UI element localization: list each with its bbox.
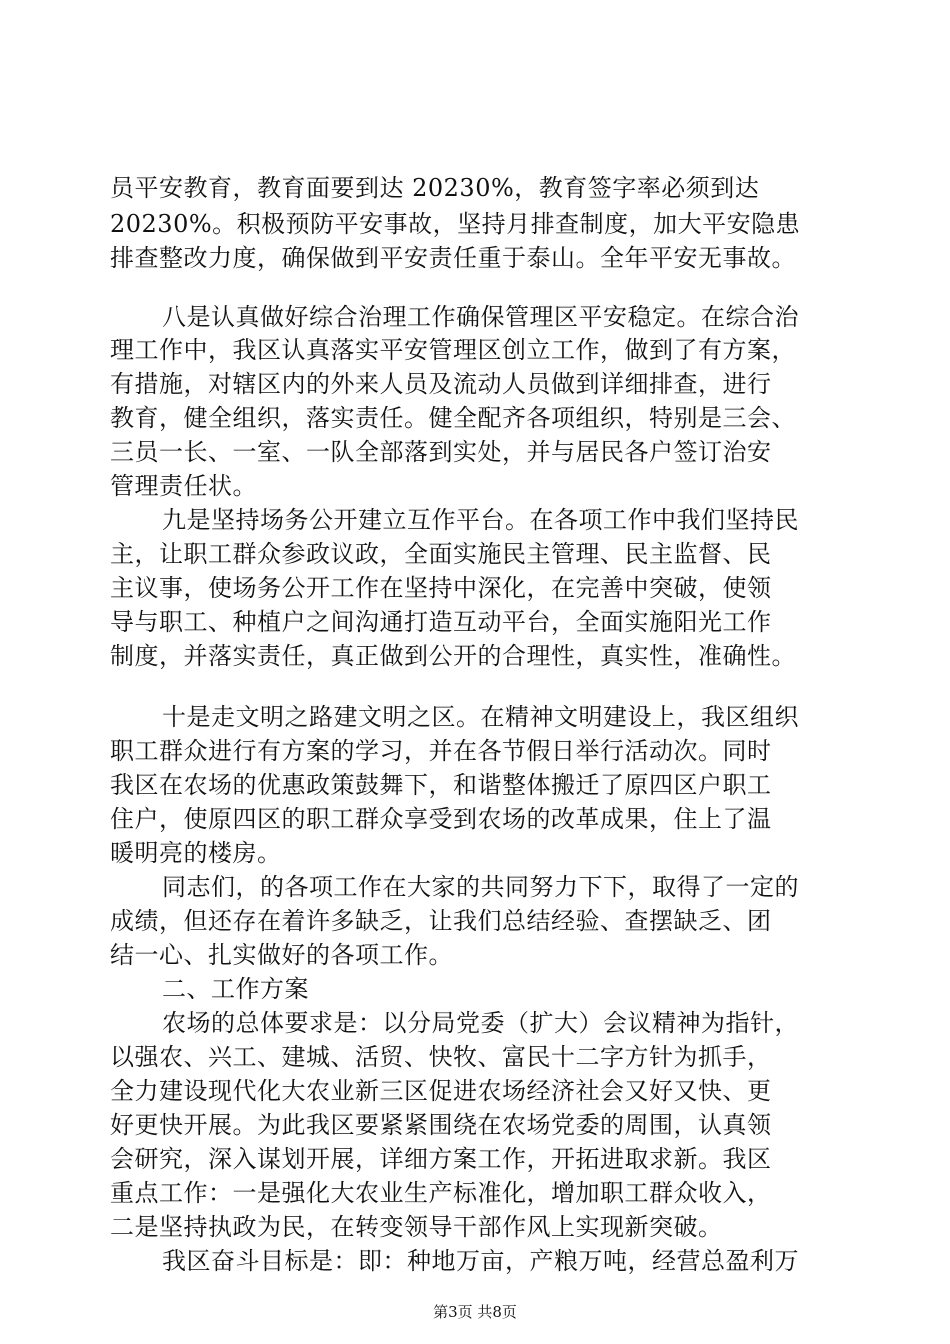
text-line: 全力建设现代化大农业新三区促进农场经济社会又好又快、更	[110, 1077, 772, 1105]
text-line: 重点工作：一是强化大农业生产标准化，增加职工群众收入，	[110, 1179, 772, 1207]
text-line: 会研究，深入谋划开展，详细方案工作，开拓进取求新。我区	[110, 1145, 772, 1173]
text-line: 制度，并落实责任，真正做到公开的合理性，真实性，准确性。	[110, 642, 796, 670]
text-line: 二是坚持执政为民，在转变领导干部作风上实现新突破。	[110, 1213, 723, 1241]
text-line: 十是走文明之路建文明之区。在精神文明建设上，我区组织	[162, 703, 799, 731]
text-line: 导与职工、种植户之间沟通打造互动平台，全面实施阳光工作	[110, 608, 772, 636]
text-line: 员平安教育，教育面要到达 20230%，教育签字率必须到达	[110, 174, 760, 202]
text-line: 好更快开展。为此我区要紧紧围绕在农场党委的周围，认真领	[110, 1111, 772, 1139]
text-line: 农场的总体要求是：以分局党委（扩大）会议精神为指针，	[162, 1009, 799, 1037]
section-heading: 二、工作方案	[162, 975, 309, 1003]
text-line: 三员一长、一室、一队全部落到实处，并与居民各户签订治安	[110, 438, 772, 466]
text-line: 九是坚持场务公开建立互作平台。在各项工作中我们坚持民	[162, 506, 799, 534]
text-line: 管理责任状。	[110, 472, 257, 500]
text-line: 结一心、扎实做好的各项工作。	[110, 941, 453, 969]
text-line: 八是认真做好综合治理工作确保管理区平安稳定。在综合治	[162, 303, 799, 331]
text-line: 主，让职工群众参政议政，全面实施民主管理、民主监督、民	[110, 540, 772, 568]
text-line: 20230%。积极预防平安事故，坚持月排查制度，加大平安隐患	[110, 210, 801, 238]
text-line: 我区在农场的优惠政策鼓舞下，和谐整体搬迁了原四区户职工	[110, 771, 772, 799]
text-line: 职工群众进行有方案的学习，并在各节假日举行活动次。同时	[110, 737, 772, 765]
text-line: 以强农、兴工、建城、活贸、快牧、富民十二字方针为抓手，	[110, 1043, 772, 1071]
text-line: 主议事，使场务公开工作在坚持中深化，在完善中突破，使领	[110, 574, 772, 602]
text-line: 有措施，对辖区内的外来人员及流动人员做到详细排查，进行	[110, 370, 772, 398]
text-line: 同志们，的各项工作在大家的共同努力下下，取得了一定的	[162, 873, 799, 901]
text-line: 教育，健全组织，落实责任。健全配齐各项组织，特别是三会、	[110, 404, 796, 432]
text-line: 暖明亮的楼房。	[110, 839, 282, 867]
text-line: 住户，使原四区的职工群众享受到农场的改革成果，住上了温	[110, 805, 772, 833]
text-line: 排查整改力度，确保做到平安责任重于泰山。全年平安无事故。	[110, 244, 796, 272]
text-line: 成绩，但还存在着许多缺乏，让我们总结经验、查摆缺乏、团	[110, 907, 772, 935]
text-line: 理工作中，我区认真落实平安管理区创立工作，做到了有方案，	[110, 336, 796, 364]
page-number-footer: 第3页 共8页	[433, 1303, 517, 1321]
text-line: 我区奋斗目标是：即：种地万亩，产粮万吨，经营总盈利万	[162, 1247, 799, 1275]
